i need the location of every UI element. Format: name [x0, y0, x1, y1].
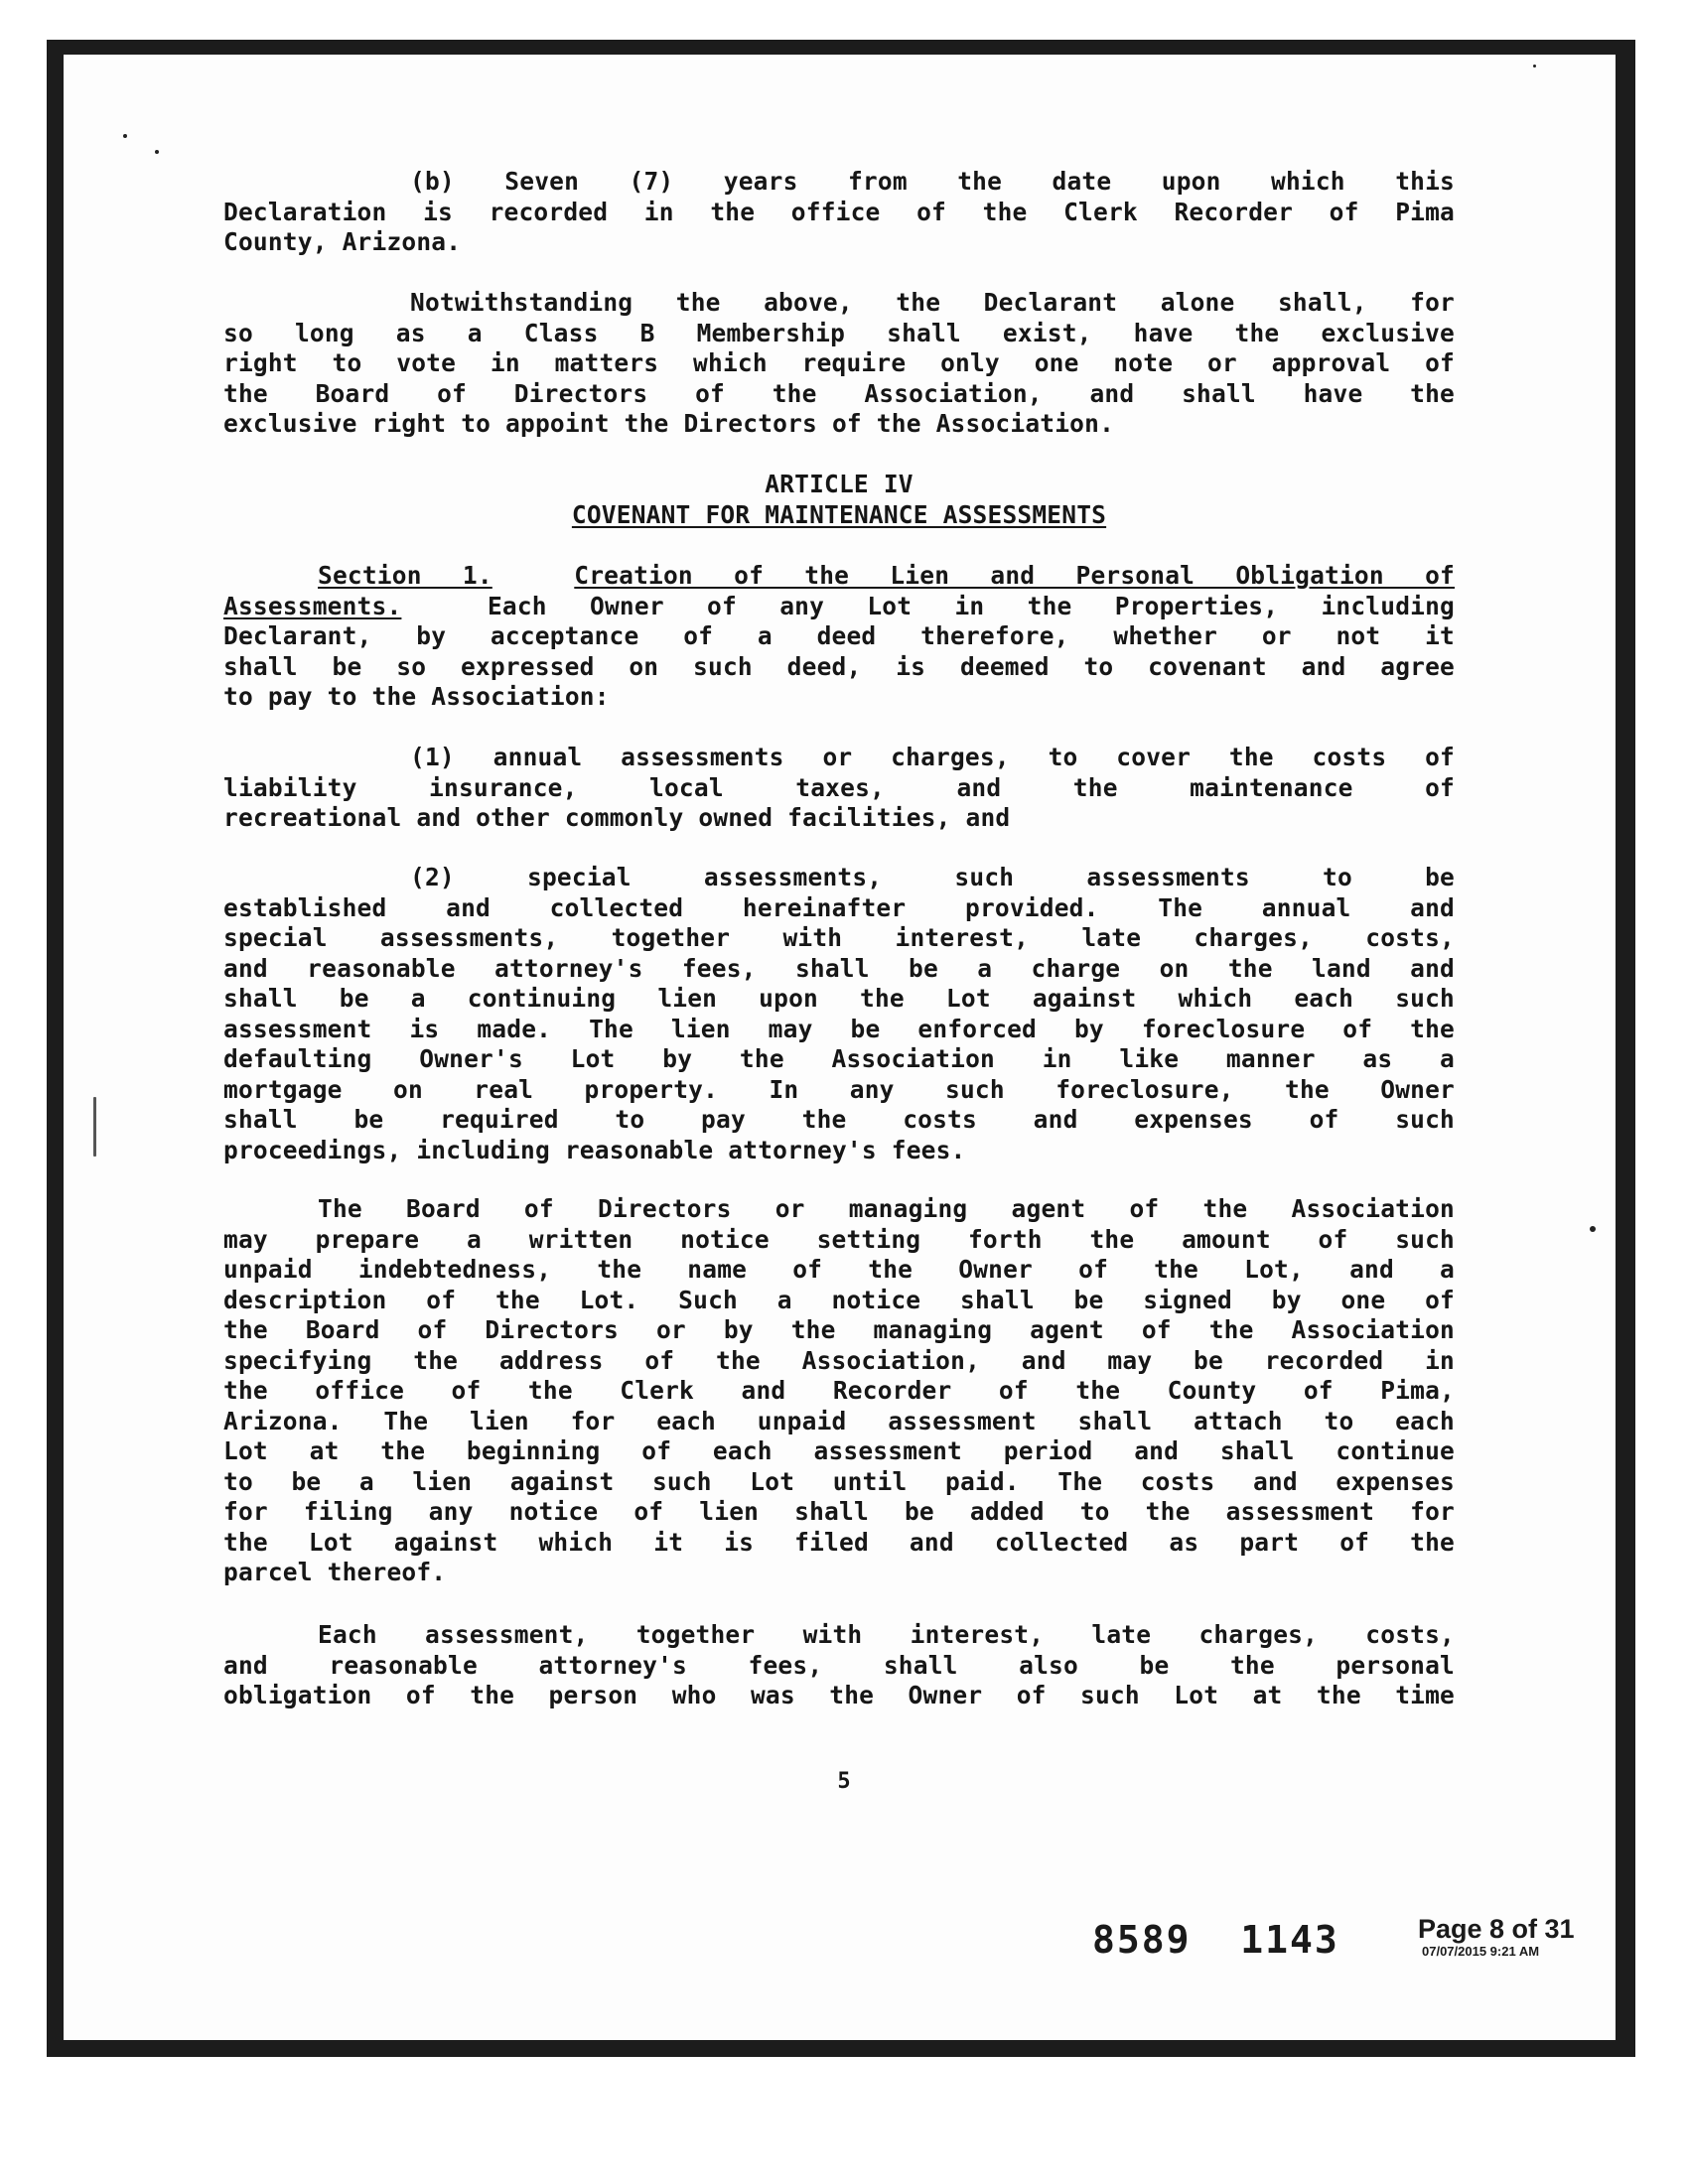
section-1-line-1: Each Owner of any Lot in the Properties, including [487, 591, 1456, 620]
paragraph-each-assessment [223, 1620, 1455, 1711]
paragraph-b [223, 167, 1455, 258]
board-line-8: Arizona. The lien for each unpaid assessment shall attach to each [223, 1406, 1455, 1435]
board-line-2: may prepare a written notice setting forth the amount of such [223, 1224, 1455, 1254]
board-line-5: the Board of Directors or by the managing agent of the Association [223, 1315, 1455, 1344]
section-1-line-3: shall be so expressed on such deed, is deemed to covenant and agree [223, 651, 1455, 681]
item-2-line-1: (2) special assessments, such assessments to be [410, 863, 1455, 891]
section-1-heading-cont: Assessments. [223, 591, 402, 620]
item-1-line-3: recreational and other commonly owned facilities, and [223, 803, 1011, 832]
board-line-12: the Lot against which it is filed and collected as part of the [223, 1527, 1455, 1557]
article-number: ARTICLE IV [765, 470, 914, 498]
stamp-page-count: Page 8 of 31 [1418, 1914, 1575, 1944]
section-1-line-2: Declarant, by acceptance of a deed therefore, whether or not it [223, 621, 1455, 650]
paragraph-board-notice [223, 1194, 1455, 1588]
notwithstanding-line-2: so long as a Class B Membership shall exist, have the exclusive [223, 318, 1455, 347]
board-line-13: parcel thereof. [223, 1558, 447, 1586]
item-2-line-7: defaulting Owner's Lot by the Association in like manner as a [223, 1044, 1455, 1073]
item-1-line-1: (1) annual assessments or charges, to cover the costs of [410, 743, 1455, 771]
notwithstanding-line-3: right to vote in matters which require only one note or approval of [223, 348, 1455, 377]
item-2-line-5: shall be a continuing lien upon the Lot against which each such [223, 984, 1455, 1013]
board-line-6: specifying the address of the Association, and may be recorded in [223, 1345, 1455, 1375]
item-2-line-9: shall be required to pay the costs and expenses of such [223, 1105, 1455, 1134]
para-b-line-3: County, Arizona. [223, 227, 462, 256]
board-line-3: unpaid indebtedness, the name of the Owner of the Lot, and a [223, 1255, 1455, 1284]
item-2-line-4: and reasonable attorney's fees, shall be a charge on the land and [223, 953, 1455, 983]
section-1-label: Section 1. [318, 561, 492, 590]
each-line-2: and reasonable attorney's fees, shall also be the personal [223, 1650, 1455, 1680]
item-2-line-2: established and collected hereinafter provided. The annual and [223, 892, 1455, 922]
board-line-4: description of the Lot. Such a notice shall be signed by one of [223, 1285, 1455, 1314]
book-page-stamp: 8589 1143 [1092, 1918, 1339, 1962]
article-title: COVENANT FOR MAINTENANCE ASSESSMENTS [571, 499, 1107, 529]
item-2-line-3: special assessments, together with interest, late charges, costs, [223, 923, 1455, 952]
board-line-11: for filing any notice of lien shall be added to the assessment for [223, 1497, 1455, 1526]
board-line-9: Lot at the beginning of each assessment period and shall continue [223, 1436, 1455, 1465]
section-1-heading: Creation of the Lien and Personal Obligation of [574, 561, 1455, 590]
board-line-7: the office of the Clerk and Recorder of the County of Pima, [223, 1376, 1455, 1405]
recording-stamp [1418, 1914, 1575, 1960]
item-2-line-6: assessment is made. The lien may be enforced by foreclosure of the [223, 1014, 1455, 1043]
board-line-1: The Board of Directors or managing agent of the Association [318, 1194, 1455, 1223]
section-1 [223, 561, 1455, 713]
notwithstanding-line-4: the Board of Directors of the Association, and shall have the [223, 378, 1455, 408]
each-line-1: Each assessment, together with interest, late charges, costs, [318, 1620, 1455, 1649]
item-2 [223, 863, 1455, 1165]
notwithstanding-line-1: Notwithstanding the above, the Declarant alone shall, for [410, 288, 1455, 317]
each-line-3: obligation of the person who was the Owner of such Lot at the time [223, 1681, 1455, 1709]
item-2-line-10: proceedings, including reasonable attorney's fees. [223, 1135, 966, 1164]
item-1-line-2: liability insurance, local taxes, and the maintenance of [223, 772, 1455, 802]
stamp-timestamp: 07/07/2015 9:21 AM [1422, 1944, 1540, 1959]
paragraph-notwithstanding [223, 288, 1455, 440]
board-line-10: to be a lien against such Lot until paid. The costs and expenses [223, 1466, 1455, 1496]
para-b-line-2: Declaration is recorded in the office of the Clerk Recorder of Pima [223, 197, 1455, 226]
item-1 [223, 743, 1455, 834]
notwithstanding-line-5: exclusive right to appoint the Directors of the Association. [223, 409, 1115, 438]
item-2-line-8: mortgage on real property. In any such foreclosure, the Owner [223, 1074, 1455, 1104]
page-number: 5 [837, 1769, 851, 1794]
section-1-line-4: to pay to the Association: [223, 682, 610, 711]
para-b-line-1: (b) Seven (7) years from the date upon which this [410, 167, 1455, 196]
article-heading [223, 470, 1455, 530]
